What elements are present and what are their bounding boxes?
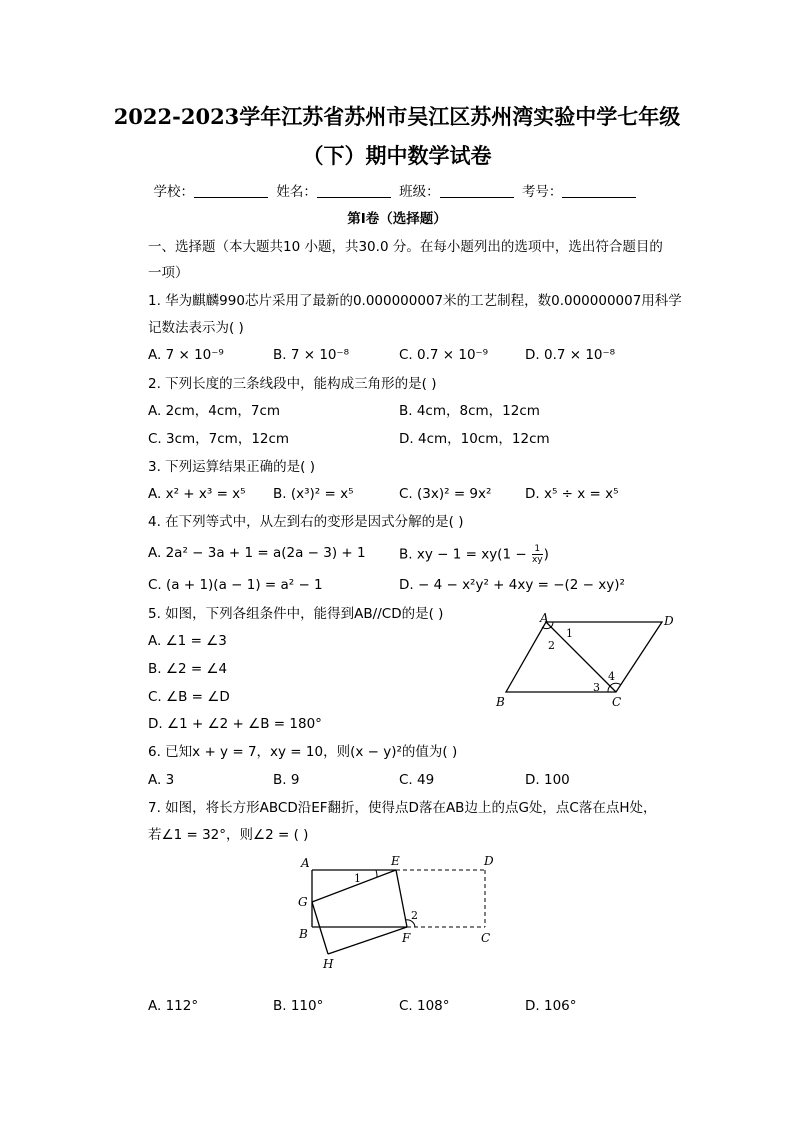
q7-angle-label-2: 2 <box>411 909 418 922</box>
q7-figure <box>290 850 505 975</box>
q2-option-c: C. 3cm，7cm，12cm <box>148 431 290 447</box>
q4-option-b <box>399 544 549 565</box>
part-title: 第I卷（选择题） <box>347 211 447 227</box>
q5-angle-label-3: 3 <box>593 681 600 694</box>
section-instructions-line2: 一项） <box>148 265 189 281</box>
q7-label-f: F <box>402 931 411 945</box>
q7-label-c: C <box>481 931 491 945</box>
q1-stem-line2: 记数法表示为( ) <box>148 320 244 336</box>
q6-option-b: B. 9 <box>273 772 300 788</box>
q5-label-b: B <box>496 695 505 709</box>
q5-parallelogram <box>506 622 662 692</box>
q6-option-a: A. 3 <box>148 772 175 788</box>
q5-option-a: A. ∠1 = ∠3 <box>148 633 227 649</box>
q4-fraction-denominator: xy <box>531 555 543 565</box>
q1-option-c: C. 0.7 × 10⁻⁹ <box>399 347 489 363</box>
q5-angle-label-1: 1 <box>566 627 573 640</box>
q7-label-a: A <box>301 856 310 870</box>
q7-stem-line2: 若∠1 = 32°，则∠2 = ( ) <box>148 827 309 843</box>
q7-option-c: C. 108° <box>399 998 450 1014</box>
name-label: 姓名： <box>276 184 317 200</box>
q5-option-c: C. ∠B = ∠D <box>148 689 230 705</box>
q7-angle-label-1: 1 <box>354 872 361 885</box>
q4-option-b-prefix: B. xy − 1 = xy(1 − <box>399 546 531 563</box>
q5-stem: 5. 如图，下列各组条件中，能得到AB//CD的是( ) <box>148 606 444 622</box>
q7-segment-hf <box>328 927 407 954</box>
q5-angle-label-2: 2 <box>548 639 555 652</box>
number-blank <box>562 183 636 198</box>
student-info-row <box>0 180 794 200</box>
q7-label-b: B <box>299 927 308 941</box>
q2-option-a: A. 2cm，4cm，7cm <box>148 403 281 419</box>
q3-option-d: D. x⁵ ÷ x = x⁵ <box>525 486 619 502</box>
q3-option-c: C. (3x)² = 9x² <box>399 486 492 502</box>
q4-stem: 4. 在下列等式中，从左到右的变形是因式分解的是( ) <box>148 514 464 530</box>
q7-segment-ef <box>396 870 407 927</box>
q4-option-a: A. 2a² − 3a + 1 = a(2a − 3) + 1 <box>148 545 366 561</box>
q5-label-a: A <box>540 611 549 625</box>
q3-option-a: A. x² + x³ = x⁵ <box>148 486 246 502</box>
q7-label-g: G <box>298 895 308 909</box>
q7-label-h: H <box>323 957 334 971</box>
q4-option-d: D. − 4 − x²y² + 4xy = −(2 − xy)² <box>399 577 625 593</box>
name-blank <box>317 183 391 198</box>
exam-title-line2: （下）期中数学试卷 <box>302 143 492 168</box>
q6-option-c: C. 49 <box>399 772 435 788</box>
school-blank <box>194 183 268 198</box>
number-label: 考号： <box>521 184 563 200</box>
q4-option-c: C. (a + 1)(a − 1) = a² − 1 <box>148 577 323 593</box>
q2-option-b: B. 4cm，8cm，12cm <box>399 403 540 419</box>
q5-option-b: B. ∠2 = ∠4 <box>148 661 228 677</box>
q5-label-c: C <box>612 695 622 709</box>
q6-stem: 6. 已知x + y = 7，xy = 10，则(x − y)²的值为( ) <box>148 744 458 760</box>
section-instructions-line1: 一、选择题（本大题共10 小题，共30.0 分。在每小题列出的选项中，选出符合题目的 <box>148 239 663 255</box>
q5-label-d: D <box>664 614 674 628</box>
class-blank <box>440 183 514 198</box>
q7-option-d: D. 106° <box>525 998 577 1014</box>
q4-option-b-fraction <box>532 544 543 565</box>
q1-stem-line1: 1. 华为麒麟990芯片采用了最新的0.000000007米的工艺制程，数0.000000007用科学 <box>148 293 682 309</box>
q6-option-d: D. 100 <box>525 772 570 788</box>
q3-option-b: B. (x³)² = x⁵ <box>273 486 354 502</box>
q1-option-b: B. 7 × 10⁻⁸ <box>273 347 350 363</box>
q7-option-a: A. 112° <box>148 998 199 1014</box>
q2-stem: 2. 下列长度的三条线段中，能构成三角形的是( ) <box>148 376 437 392</box>
q7-label-e: E <box>391 854 400 868</box>
q5-diagonal-ac <box>546 622 616 692</box>
q4-fraction-numerator: 1 <box>532 544 543 555</box>
q5-figure <box>490 610 680 710</box>
q7-label-d: D <box>484 854 494 868</box>
exam-title-line1: 2022-2023学年江苏省苏州市吴江区苏州湾实验中学七年级 <box>113 104 681 129</box>
q1-option-a: A. 7 × 10⁻⁹ <box>148 347 224 363</box>
q4-option-b-suffix: ) <box>543 546 549 563</box>
q1-option-d: D. 0.7 × 10⁻⁸ <box>525 347 616 363</box>
q5-option-d: D. ∠1 + ∠2 + ∠B = 180° <box>148 716 322 732</box>
class-label: 班级： <box>399 184 440 200</box>
q7-angle-arc-1 <box>376 870 377 877</box>
q7-option-b: B. 110° <box>273 998 324 1014</box>
school-label: 学校： <box>153 184 195 200</box>
q2-option-d: D. 4cm，10cm，12cm <box>399 431 550 447</box>
q7-stem-line1: 7. 如图，将长方形ABCD沿EF翻折，使得点D落在AB边上的点G处，点C落在点H处， <box>148 800 657 816</box>
q5-angle-label-4: 4 <box>608 670 615 683</box>
q7-segment-gh <box>312 902 328 954</box>
q3-stem: 3. 下列运算结果正确的是( ) <box>148 459 315 475</box>
